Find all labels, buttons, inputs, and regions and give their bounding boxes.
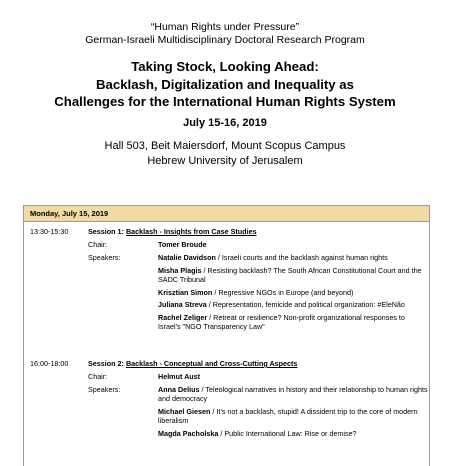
talk-title: / Israeli courts and the backlash against human rights: [215, 253, 388, 262]
session-title: Backlash - Insights from Case Studies: [125, 227, 257, 236]
speakers-role: Speakers:: [88, 385, 121, 394]
talk-item: [158, 288, 428, 297]
talk-item: [158, 253, 428, 262]
chair-name: Helmut Aust: [158, 372, 201, 381]
main-title: [0, 58, 450, 111]
main-title-line: Challenges for the International Human Rights System: [54, 94, 396, 109]
venue-line: Hall 503, Beit Maiersdorf, Mount Scopus Campus: [104, 139, 346, 152]
main-title-line: Backlash, Digitalization and Inequality as: [96, 76, 354, 92]
day-header: Monday, July 15, 2019: [24, 206, 429, 222]
talk-title: / Retreat or resilience? Non-profit organizational responses to Israel's "NGO Transparency Law": [158, 312, 405, 332]
speaker-name: Anna Delius: [158, 385, 200, 394]
event-dates: July 15-16, 2019: [183, 116, 267, 129]
talk-title: / Public International Law: Rise or demise?: [218, 429, 357, 438]
venue: [0, 139, 450, 169]
session-title: Backlash - Conceptual and Cross-Cutting Aspects: [125, 359, 298, 368]
chair-name: Tomer Broude: [158, 240, 207, 249]
talk-title: / Regressive NGOs in Europe (and beyond): [212, 287, 354, 297]
talk-item: [158, 266, 428, 285]
speaker-name: Natalie Davidson: [158, 253, 216, 262]
session-heading: [88, 359, 423, 368]
program-name: German-Israeli Multidisciplinary Doctoral Research Program: [85, 34, 365, 46]
talk-item: [158, 385, 428, 404]
document-header: [0, 21, 450, 169]
session-time: 13:30-15:30: [30, 227, 69, 236]
speaker-name: Michael Giesen: [158, 407, 211, 416]
talk-item: [158, 300, 428, 309]
chair-role: Chair:: [88, 240, 108, 249]
venue-line: Hebrew University of Jerusalem: [147, 154, 303, 167]
schedule-table: [23, 205, 430, 466]
speaker-name: Misha Plagis: [158, 265, 202, 275]
speaker-name: Rachel Zeliger: [158, 312, 208, 322]
main-title-line: Taking Stock, Looking Ahead:: [131, 59, 319, 74]
speaker-name: Krisztian Simon: [158, 287, 213, 297]
session-label: Session 1:: [88, 227, 124, 236]
talk-title: / It’s not a backlash, stupid! A dissident trip to the core of modern liberalism: [158, 407, 418, 426]
program-title: “Human Rights under Pressure”: [150, 21, 300, 33]
talk-title: / Resisting backlash? The South African Constitutional Court and the SADC Tribunal: [158, 265, 422, 284]
chair-role: Chair:: [88, 372, 108, 381]
session-label: Session 2:: [88, 359, 124, 368]
speaker-name: Juliana Streva: [158, 300, 207, 310]
talk-title: / Teleological narratives in history and their relationship to human rights and democracy: [158, 385, 428, 404]
speakers-role: Speakers:: [88, 253, 121, 262]
talk-item: [158, 407, 428, 426]
session-heading: [88, 227, 423, 236]
talk-item: [158, 313, 428, 332]
session-time: 16:00-18:00: [30, 359, 69, 368]
talk-title: / Representation, femicide and political organization: #EleNão: [206, 300, 405, 310]
talk-item: [158, 429, 428, 438]
speaker-name: Magda Pacholska: [158, 429, 219, 438]
